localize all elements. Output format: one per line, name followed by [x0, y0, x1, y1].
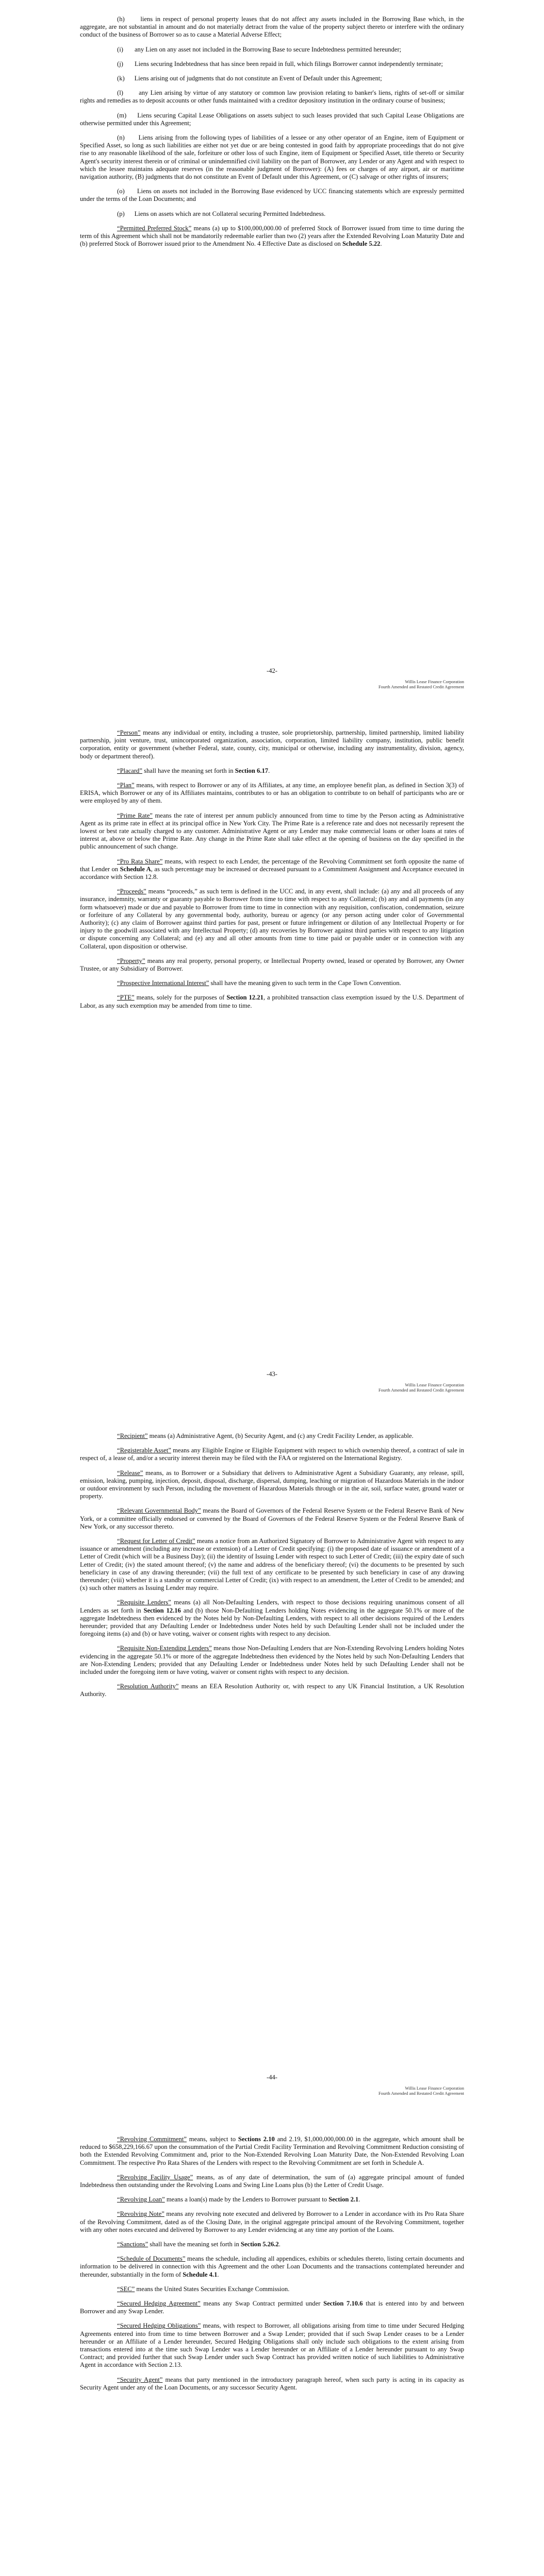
definition-paragraph: (l) any Lien arising by virtue of any statutory or common law provision relating to banker's liens, rights of set-off or similar rights and remedies as to deposit accounts or other funds maintained with a creditor depository institution in the ordinary course of business; — [80, 89, 464, 105]
definition-paragraph: “Permitted Preferred Stock” means (a) up to $100,000,000.00 of preferred Stock of Borrower issued from time to time during the term of this Agreement which shall not be mandatorily redeemable earlier than two (2) years after the Extended Revolving Loan Maturity Date and (b) preferred Stock of Borrower issued prior to the Amendment No. 4 Effective Date as disclosed on Schedule 5.22. — [80, 224, 464, 248]
defined-term: “Secured Hedging Obligations” — [117, 2322, 201, 2330]
definition-paragraph: (i) any Lien on any asset not included in the Borrowing Base to secure Indebtedness permitted hereunder; — [117, 45, 402, 53]
definition-paragraph: (k) Liens arising out of judgments that do not constitute an Event of Default under this Agreement; — [117, 75, 382, 82]
definition-paragraph: (n) Liens arising from the following types of liabilities of a lessee or any other operator of an Engine, item of Equipment or Specified Asset, so long as such liabilities are either not yet due or are being contested in good faith by appropriate proceedings that do not give rise to any reasonable likelihood of the sale, forfeiture or other loss of such Engine, item of Equipment or Specified Asset, title thereto or Security Agent's security interest therein or of criminal or unindemnified civil liability on the part of Borrower, any Lender or any Agent and with respect to which the lessee maintains adequate reserves (in the reasonable judgment of Borrower): (A) fees or charges of any airport, air or maritime navigation authority, (B) judgments that do not constitute an Event of Default under this Agreement, or (C) salvage or other rights of insurers; — [80, 134, 465, 181]
definition-paragraph: “Placard” shall have the meaning set forth in Section 6.17. — [117, 767, 270, 774]
document-page — [0, 1406, 544, 2110]
definition-paragraph: (o) Liens on assets not included in the Borrowing Base evidenced by UCC financing statements which are expressly permitted under the terms of the Loan Documents; and — [80, 188, 465, 203]
defined-term: “Recipient” — [117, 1432, 148, 1439]
section-reference: Section 7.10.6 — [323, 2300, 363, 2308]
definition-paragraph: “Requisite Lenders” means (a) all Non-Defaulting Lenders, with respect to those decisions requiring unanimous consent of all Lenders as set forth in Section 12.16 and (b) those Non-Defaulting Lenders holding Notes evidencing in the aggregate 50.1% or more of the aggregate Indebtedness then evidenced by the Notes held by Non-Defaulting Lenders, with respect to all other decisions required of the Lenders hereunder; provided that any Defaulting Lender or Indebtedness under Notes held by such Defaulting Lender shall not be included under the foregoing items (a) and (b) or have voting, waiver or consent rights with respect to any decision. — [80, 1599, 464, 1638]
definition-paragraph: “Plan” means, with respect to Borrower or any of its Affiliates, at any time, an employee benefit plan, as defined in Section 3(3) of ERISA, which Borrower or any of its Affiliates maintains, contributes to or has an obligation to contribute to on behalf of participants who are or were employed by any of them. — [80, 782, 464, 805]
document-page — [0, 703, 544, 1406]
definition-paragraph: “Proceeds” means “proceeds,” as such term is defined in the UCC and, in any event, shall include: (a) any and all proceeds of any insurance, indemnity, warranty or guaranty payable to Borrower from time to time with respect to any Collateral; (b) any and all payments (in any form whatsoever) made or due and payable to Borrower from time to time in connection with any requisition, confiscation, condemnation, seizure or forfeiture of any Collateral by any governmental body, authority, bureau or agency (or any person acting under color of Governmental Authority); (c) any claim of Borrower against third parties for past, present or future infringement or dilution of any Intellectual Property or for injury to the goodwill associated with any Intellectual Property; (d) any recoveries by Borrower against third parties with respect to any litigation or dispute concerning any Collateral; and (e) any and all other amounts from time to time paid or payable under or in connection with any Collateral, upon disposition or otherwise. — [80, 888, 464, 950]
defined-term: “Plan” — [117, 782, 135, 789]
section-reference: Section 2.1 — [328, 2196, 359, 2204]
defined-term: “Property” — [117, 957, 145, 964]
page-footer: Willis Lease Finance Corporation Fourth Amended and Restated Credit Agreement — [378, 2086, 464, 2096]
defined-term: “Schedule of Documents” — [117, 2255, 186, 2263]
definition-paragraph: “PTE” means, solely for the purposes of Section 12.21, a prohibited transaction class exemption issued by the U.S. Department of Labor, as any such exemption may be amended from time to time. — [80, 994, 464, 1009]
definition-paragraph: “Resolution Authority” means an EEA Resolution Authority or, with respect to any UK Financial Institution, a UK Resolution Authority. — [80, 1683, 464, 1698]
definition-paragraph: (p) Liens on assets which are not Collateral securing Permitted Indebtedness. — [117, 210, 326, 217]
definition-paragraph: “Revolving Facility Usage” means, as of any date of determination, the sum of (a) aggregate principal amount of funded Indebtedness then outstanding under the Revolving Loans and Swing Line Loans plus (b) the Letter of Credit Usage. — [80, 2173, 464, 2189]
defined-term: “Prime Rate” — [117, 811, 153, 819]
defined-term: “Resolution Authority” — [117, 1683, 179, 1690]
defined-term: “Requisite Lenders” — [117, 1599, 171, 1606]
defined-term: “Person” — [117, 729, 141, 736]
schedule-reference: Schedule 5.22 — [342, 240, 381, 248]
definition-paragraph: “Request for Letter of Credit” means a notice from an Authorized Signatory of Borrower to Administrative Agent with respect to any issuance or amendment (including any increase or extension) of a Letter of Credit specifying: (i) the proposed date of issuance or amendment of a Letter of Credit (which will be a Business Day); (ii) the identity of Issuing Lender with respect to such Letter of Credit; (iii) the expiry date of such Letter of Credit; (iv) the stated amount thereof; (v) the name and address of the beneficiary thereof; (vi) the documents to be presented by such beneficiary in case of any drawing thereunder; (vii) the full text of any certificate to be presented by such beneficiary in case of any drawing thereunder; (viii) whether it is a standby or commercial Letter of Credit; (ix) with respect to an amendment, the Letter of Credit to be amended; and (x) such other matters as Issuing Lender may require. — [80, 1537, 464, 1592]
definition-paragraph: “Recipient” means (a) Administrative Agent, (b) Security Agent, and (c) any Credit Facility Lender, as applicable. — [117, 1432, 414, 1439]
definition-paragraph: “Prime Rate” means the rate of interest per annum publicly announced from time to time by the Person acting as Administrative Agent as its prime rate in effect at its principal office in New York City. The Prime Rate is a reference rate and does not necessarily represent the lowest or best rate actually charged to any customer. Administrative Agent or any Lender may make commercial loans or other loans at rates of interest at, above or below the Prime Rate. Any change in the Prime Rate shall take effect at the opening of business on the day specified in the public announcement of such change. — [80, 811, 464, 851]
page-number: -44- — [267, 2074, 277, 2081]
definition-paragraph: “Revolving Loan” means a loan(s) made by the Lenders to Borrower pursuant to Section 2.1. — [117, 2196, 360, 2204]
defined-term: “Release” — [117, 1469, 143, 1477]
definition-paragraph: “Relevant Governmental Body” means the Board of Governors of the Federal Reserve System or the Federal Reserve Bank of New York, or a committee officially endorsed or convened by the Board of Governors of the Federal Reserve System or the Federal Reserve Bank of New York, or any successor thereto. — [80, 1507, 464, 1530]
definition-paragraph: “Secured Hedging Agreement” means any Swap Contract permitted under Section 7.10.6 that is entered into by and between Borrower and any Swap Lender. — [80, 2300, 464, 2315]
page-number: -43- — [267, 1370, 277, 1378]
schedule-reference: Schedule A — [120, 865, 151, 873]
page-body — [80, 2125, 464, 2392]
defined-term: “Sanctions” — [117, 2241, 149, 2248]
definition-paragraph: “Revolving Commitment” means, subject to Sections 2.10 and 2.19, $1,000,000,000.00 in the aggregate, which amount shall be reduced to $658,229,166.67 upon the consummation of the Partial Credit Facility Termination and Revolving Commitment Reduction consisting of both the Extended Revolving Commitment and, prior to the Non-Extended Revolving Loan Maturity Date, the Non-Extended Revolving Loan Commitment. The respective Pro Rata Shares of the Lenders with respect to the Revolving Commitment are set forth in Schedule A. — [80, 2136, 464, 2166]
definition-paragraph: “Person” means any individual or entity, including a trustee, sole proprietorship, partnership, limited partnership, limited liability partnership, joint venture, trust, unincorporated organization, association, corporation, limited liability company, institution, public benefit corporation, entity or government (whether Federal, state, county, city, municipal or otherwise, including any instrumentality, division, agency, body or department thereof). — [80, 729, 464, 760]
defined-term: “Security Agent” — [117, 2376, 163, 2383]
definition-paragraph: (m) Liens securing Capital Lease Obligations on assets subject to such leases provided that such Capital Lease Obligations are otherwise permitted under this Agreement; — [80, 111, 464, 127]
section-reference: Section 12.16 — [143, 1606, 181, 1614]
defined-term: “SEC” — [117, 2285, 135, 2293]
page-footer: Willis Lease Finance Corporation Fourth Amended and Restated Credit Agreement — [378, 1382, 464, 1393]
definition-paragraph: “Release” means, as to Borrower or a Subsidiary that delivers to Administrative Agent a Subsidiary Guaranty, any release, spill, emission, leaking, pumping, injection, deposit, disposal, discharge, dispersal, dumping, leaching or migration of Hazardous Materials in the indoor or outdoor environment by such Person, including the movement of Hazardous Materials through or in the air, soil, surface water, ground water or property. — [80, 1469, 464, 1500]
document-page — [0, 2110, 544, 2576]
defined-term: “Revolving Note” — [117, 2210, 164, 2218]
defined-term: “Proceeds” — [117, 888, 146, 895]
defined-term: “Prospective International Interest” — [117, 979, 209, 987]
schedule-reference: Schedule 4.1 — [183, 2270, 218, 2278]
section-reference: Sections 2.10 — [238, 2136, 275, 2143]
defined-term: “Revolving Commitment” — [117, 2136, 187, 2143]
definition-paragraph: (h) liens in respect of personal property leases that do not affect any assets included in the Borrowing Base which, in the aggregate, are not substantial in amount and do not materially detract from the value of the property subject thereto or interfere with the ordinary conduct of the business of Borrower so as to cause a Material Adverse Effect; — [80, 15, 464, 39]
definition-paragraph: “Sanctions” shall have the meaning set forth in Section 5.26.2. — [117, 2241, 281, 2248]
page-body — [80, 719, 464, 1010]
defined-term: “Requisite Non-Extending Lenders” — [117, 1645, 212, 1652]
definition-paragraph: “Schedule of Documents” means the schedule, including all appendices, exhibits or schedules thereto, listing certain documents and information to be delivered in connection with this Agreement and the other Loan Documents and the transactions contemplated hereunder and thereunder, substantially in the form of Schedule 4.1. — [80, 2255, 464, 2278]
definition-paragraph: “Registerable Asset” means any Eligible Engine or Eligible Equipment with respect to which ownership thereof, a contract of sale in respect of, a lease of, and/or a security interest therein may be filed with the FAA or registered on the International Registry. — [80, 1447, 465, 1462]
page-body — [80, 1422, 464, 1699]
definition-paragraph: “Secured Hedging Obligations” means, with respect to Borrower, all obligations arising from time to time under Secured Hedging Agreements entered into from time to time between Borrower and a Swap Lender; provided that if such Swap Lender ceases to be a Lender hereunder or an Affiliate of a Lender hereunder, Secured Hedging Obligations shall only include such obligations to the extent arising from transactions entered into at the time such Swap Lender was a Lender hereunder or an Affiliate of a Lender hereunder pursuant to any Swap Contract; and provided further that such Swap Lender under such Swap Contract has provided written notice of such liabilities to Administrative Agent in accordance with Section 2.13. — [80, 2322, 464, 2369]
section-reference: Section 6.17 — [235, 767, 269, 774]
defined-term: “Relevant Governmental Body” — [117, 1507, 201, 1515]
definition-paragraph: “Revolving Note” means any revolving note executed and delivered by Borrower to a Lender in accordance with its Pro Rata Share of the Revolving Commitment, dated as of the Closing Date, in the original aggregate principal amount of the Revolving Commitment, together with any other notes executed and delivered by Borrower to any Lender evidencing at any time any portion of the Loans. — [80, 2210, 464, 2233]
defined-term: “Permitted Preferred Stock” — [117, 224, 192, 232]
page-number: -42- — [267, 667, 277, 674]
document-page — [0, 0, 544, 703]
defined-term: “Registerable Asset” — [117, 1447, 171, 1454]
definition-paragraph: “Pro Rata Share” means, with respect to each Lender, the percentage of the Revolving Commitment set forth opposite the name of that Lender on Schedule A, as such percentage may be increased or decreased pursuant to a Commitment Assignment and Acceptance executed in accordance with Section 12.8. — [80, 857, 464, 881]
page-footer: Willis Lease Finance Corporation Fourth Amended and Restated Credit Agreement — [378, 679, 464, 689]
definition-paragraph: “Property” means any real property, personal property, or Intellectual Property owned, leased or operated by Borrower, any Owner Trustee, or any Subsidiary of Borrower. — [80, 957, 464, 973]
defined-term: “Secured Hedging Agreement” — [117, 2300, 201, 2308]
defined-term: “Revolving Facility Usage” — [117, 2173, 193, 2181]
defined-term: “Request for Letter of Credit” — [117, 1537, 195, 1545]
definition-paragraph: “Requisite Non-Extending Lenders” means those Non-Defaulting Lenders that are Non-Extending Revolving Lenders holding Notes evidencing in the aggregate 50.1% or more of the aggregate Indebtedness then evidenced by the Notes held by such Non-Defaulting Lenders that are Non-Extending Lenders; provided that any Defaulting Lender or Indebtedness under Notes held by such Defaulting Lender shall not be included under the foregoing item or have voting, waiver or consent rights with respect to any decision. — [80, 1645, 464, 1676]
defined-term: “Placard” — [117, 767, 142, 774]
section-reference: Section 12.21 — [226, 994, 263, 1002]
definition-paragraph: “Security Agent” means that party mentioned in the introductory paragraph hereof, when such party is acting in its capacity as Security Agent under any of the Loan Documents, or any successor Security Agent. — [80, 2376, 464, 2391]
defined-term: “Revolving Loan” — [117, 2196, 165, 2204]
page-body — [80, 15, 464, 248]
defined-term: “Pro Rata Share” — [117, 857, 163, 865]
definition-paragraph: “Prospective International Interest” shall have the meaning given to such term in the Cape Town Convention. — [117, 979, 401, 987]
definition-paragraph: “SEC” means the United States Securities Exchange Commission. — [117, 2285, 290, 2293]
definition-paragraph: (j) Liens securing Indebtedness that has since been repaid in full, which filings Borrower cannot independently terminate; — [117, 60, 443, 67]
section-reference: Section 5.26.2 — [240, 2241, 279, 2248]
defined-term: “PTE” — [117, 994, 135, 1002]
